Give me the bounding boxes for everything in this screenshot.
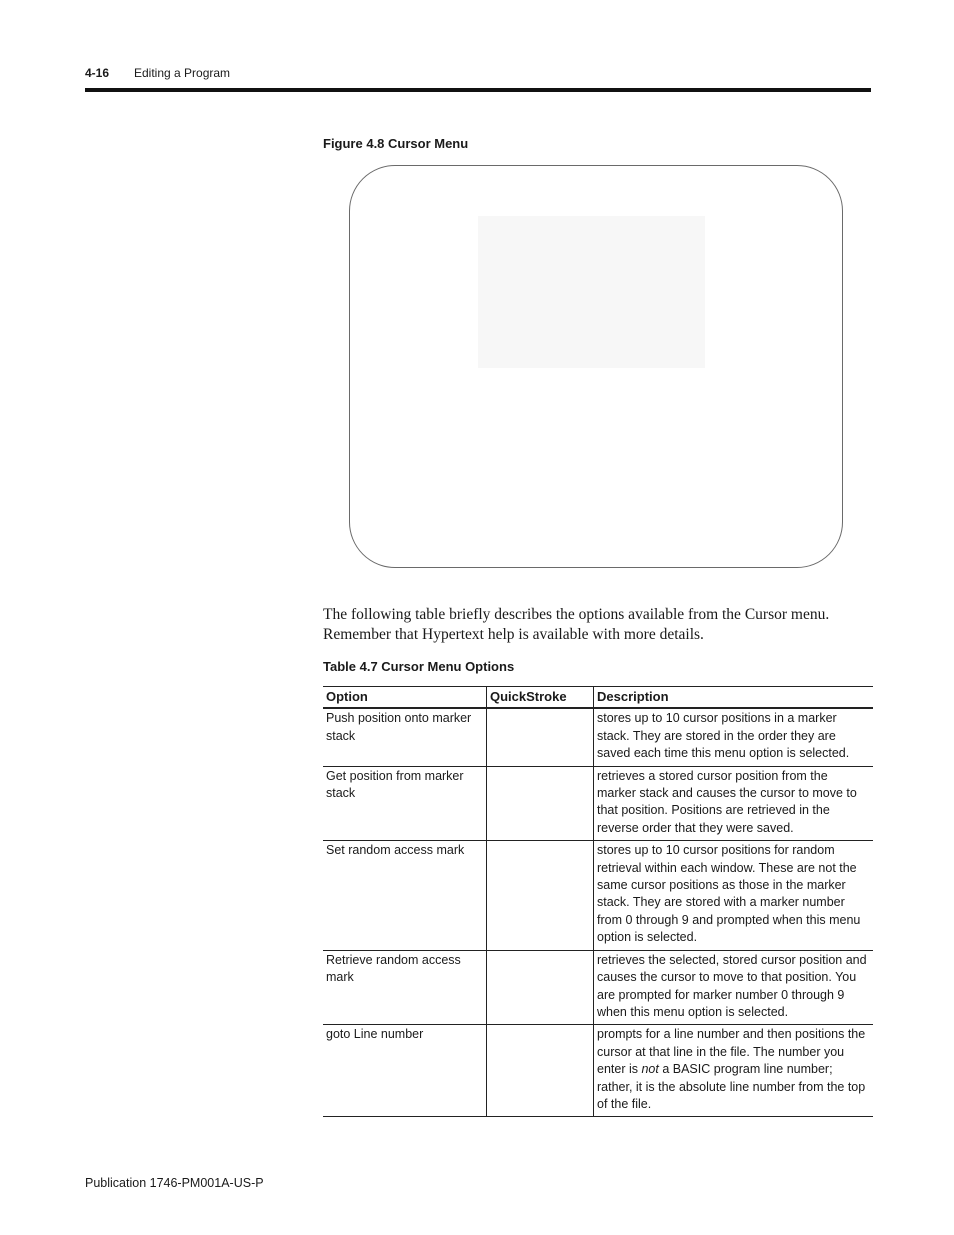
table-row xyxy=(323,950,873,1025)
table-header-row xyxy=(323,687,873,709)
header-rule xyxy=(85,88,871,92)
description-cell: retrieves the selected, stored cursor position and causes the cursor to move to that position. You are prompted for marker number 0 through 9 when this menu option is selected. xyxy=(594,950,874,1025)
chapter-title: Editing a Program xyxy=(134,66,231,80)
option-cell: Push position onto marker stack xyxy=(323,708,487,766)
description-text: prompts for a line number and then positions the cursor at that line in the file. The number you enter is xyxy=(597,1027,866,1077)
table-caption: Table 4.7 Cursor Menu Options xyxy=(323,659,515,674)
quickstroke-cell xyxy=(487,708,594,766)
quickstroke-cell xyxy=(487,950,594,1025)
column-header-option: Option xyxy=(323,687,487,709)
option-cell: Set random access mark xyxy=(323,841,487,950)
description-cell: retrieves a stored cursor position from the marker stack and causes the cursor to move to that position. Positions are retrieved in the reverse order that they were saved. xyxy=(594,766,874,841)
publication-footer: Publication 1746-PM001A-US-P xyxy=(85,1176,264,1190)
option-cell: goto Line number xyxy=(323,1025,487,1117)
column-header-description: Description xyxy=(594,687,874,709)
figure-caption: Figure 4.8 Cursor Menu xyxy=(323,136,469,151)
table-row xyxy=(323,708,873,766)
emphasis-text: not xyxy=(641,1062,659,1077)
table-row xyxy=(323,1025,873,1117)
intro-paragraph: The following table briefly describes the options available from the Cursor menu. Remember that Hypertext help is available with more details. xyxy=(323,606,830,643)
quickstroke-cell xyxy=(487,841,594,950)
cursor-menu-options-table xyxy=(323,686,873,1117)
quickstroke-cell xyxy=(487,1025,594,1117)
description-cell: stores up to 10 cursor positions in a marker stack. They are stored in the order they are saved each time this menu option is selected. xyxy=(594,708,874,766)
screenshot-placeholder xyxy=(478,216,705,368)
quickstroke-cell xyxy=(487,766,594,841)
option-cell: Get position from marker stack xyxy=(323,766,487,841)
column-header-quickstroke: QuickStroke xyxy=(487,687,594,709)
description-cell xyxy=(594,1025,874,1117)
description-cell: stores up to 10 cursor positions for random retrieval within each window. These are not the same cursor positions as those in the marker stack. They are stored with a marker number from 0 through 9 and prompted when this menu option is selected. xyxy=(594,841,874,950)
option-cell: Retrieve random access mark xyxy=(323,950,487,1025)
table-row xyxy=(323,841,873,950)
page-number: 4-16 xyxy=(85,66,110,80)
table-row xyxy=(323,766,873,841)
description-text: a BASIC program line number; rather, it is the absolute line number from the top of the file. xyxy=(597,1062,866,1111)
